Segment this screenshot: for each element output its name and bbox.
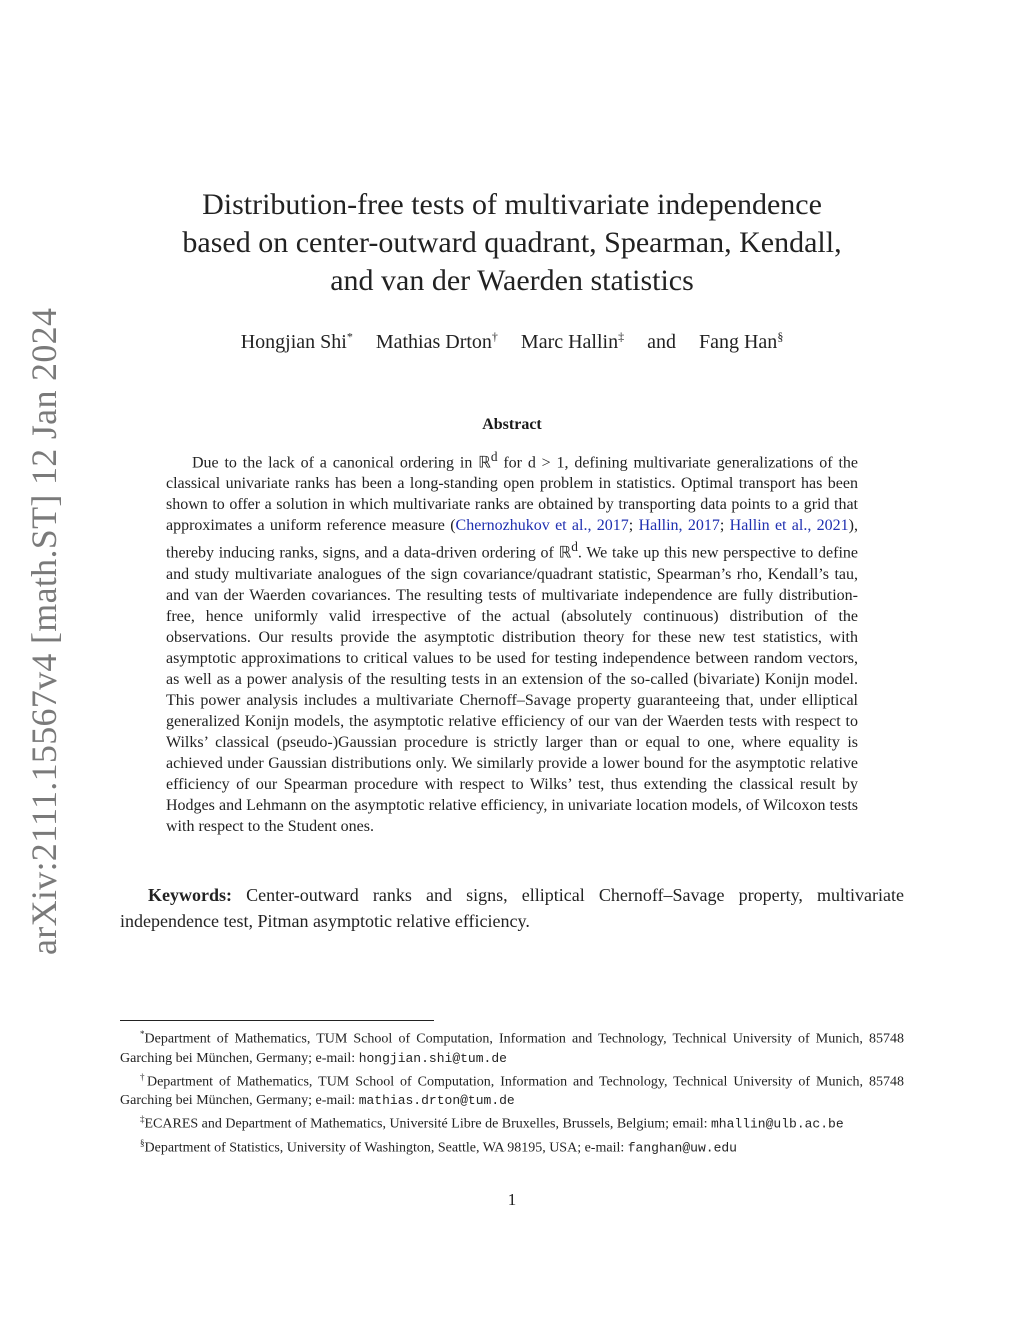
title-line-1: Distribution-free tests of multivariate independence (202, 188, 822, 221)
email-link[interactable]: fanghan@uw.edu (627, 1140, 737, 1156)
footnote-mark: ‡ (618, 329, 625, 343)
footnote-2 (120, 1068, 904, 1111)
email-link[interactable]: mathias.drton@tum.de (358, 1093, 515, 1109)
footnote-mark: * (346, 329, 353, 343)
citation-separator: ; (719, 517, 730, 535)
footnote-mark: * (140, 1029, 145, 1039)
author-3 (521, 331, 624, 353)
title-line-2: based on center-outward quadrant, Spearman, Kendall, (182, 226, 842, 259)
footnote-divider (120, 1020, 434, 1021)
author-2 (376, 331, 498, 353)
superscript-d: d (490, 449, 498, 464)
footnote-mark: § (777, 329, 784, 343)
page-number: 1 (507, 1190, 517, 1209)
author-1 (241, 331, 353, 353)
email-link[interactable]: hongjian.shi@tum.de (358, 1050, 507, 1066)
author-list (120, 322, 904, 356)
author-name: Marc Hallin (520, 330, 619, 353)
author-4 (699, 331, 783, 353)
author-name: Fang Han (698, 330, 778, 353)
footnote-mark: † (491, 329, 498, 343)
arxiv-identifier-stamp: arXiv:2111.15567v4 [math.ST] 12 Jan 2024 (24, 307, 64, 955)
paper-title (120, 186, 904, 300)
footnote-1 (120, 1025, 904, 1068)
footnote-mark: † (140, 1071, 147, 1082)
footnote-4 (120, 1134, 904, 1158)
footnote-3 (120, 1110, 904, 1134)
author-name: Hongjian Shi (240, 330, 347, 353)
footnote-mark: § (140, 1137, 145, 1148)
abstract-text: for d > 1, defining multivariate generalizations of the classical univariate ranks has been a long-standing open problem in statistics. Optimal transport has been shown to offer a solution in which multivariate ranks are obtained by transporting data points to a grid that approximates a uniform reference measure ( (166, 454, 859, 535)
footnote-mark: ‡ (140, 1114, 145, 1125)
abstract-text: . We take up this new perspective to define and study multivariate analogues of the sign covariance/quadrant statistic, Spearman’s rho, Kendall’s tau, and van der Waerden covariances. The resulting tests of multivariate independence are fully distribution-free, hence uniformly valid irrespective of the actual (absolutely continuous) distribution of the observations. Our results provide the asymptotic distribution theory for these new test statistics, with asymptotic approximations to critical values to be used for testing independence between random vectors, as well as a power analysis of the resulting tests in an extension of the so-called (bivariate) Konijn model. This power analysis includes a multivariate Chernoff–Savage property guaranteeing that, under elliptical generalized Konijn models, the asymptotic relative efficiency of our van der Waerden tests with respect to Wilks’ classical (pseudo-)Gaussian procedure is strictly larger than or equal to one, where equality is achieved under Gaussian distributions only. We similarly provide a lower bound for the asymptotic relative efficiency of our Spearman procedure with respect to Wilks’ test, thus extending the classical result by Hodges and Lehmann on the asymptotic relative efficiency, in univariate location models, of Wilcoxon tests with respect to the Student ones. (166, 544, 858, 835)
title-line-3: and van der Waerden statistics (330, 264, 694, 297)
email-link[interactable]: mhallin@ulb.ac.be (711, 1116, 844, 1132)
citation-separator: ; (628, 517, 639, 535)
footnote-text: Department of Statistics, University of Washington, Seattle, WA 98195, USA; e-mail: (144, 1140, 628, 1156)
citation-link-chernozhukov[interactable]: Chernozhukov et al., 2017 (455, 517, 629, 535)
keywords-section (120, 882, 904, 934)
keywords-label: Keywords: (148, 885, 232, 905)
footnote-text: Department of Mathematics, TUM School of Computation, Information and Technology, Technical University of Munich, 85748 Garching bei München, Germany; e-mail: (120, 1074, 905, 1109)
citation-link-hallin-2021[interactable]: Hallin et al., 2021 (729, 517, 849, 535)
author-name: Mathias Drton (375, 330, 492, 353)
abstract-text: Due to the lack of a canonical ordering in ℝ (192, 454, 491, 472)
superscript-d: d (571, 539, 578, 555)
citation-link-hallin-2017[interactable]: Hallin, 2017 (638, 517, 720, 535)
keywords-text: Center-outward ranks and signs, elliptical Chernoff–Savage property, multivariate independence test, Pitman asymptotic relative efficiency. (120, 885, 904, 931)
abstract-heading: Abstract (482, 416, 542, 433)
abstract-text: ), thereby inducing ranks, signs, and a data-driven ordering of ℝ (166, 517, 858, 562)
footnotes (120, 1025, 904, 1158)
author-conjunction: and (647, 330, 676, 353)
footnote-text: ECARES and Department of Mathematics, Université Libre de Bruxelles, Brussels, Belgium; email: (144, 1116, 711, 1132)
abstract-body (166, 446, 858, 837)
footnote-text: Department of Mathematics, TUM School of Computation, Information and Technology, Technical University of Munich, 85748 Garching bei München, Germany; e-mail: (120, 1031, 904, 1066)
